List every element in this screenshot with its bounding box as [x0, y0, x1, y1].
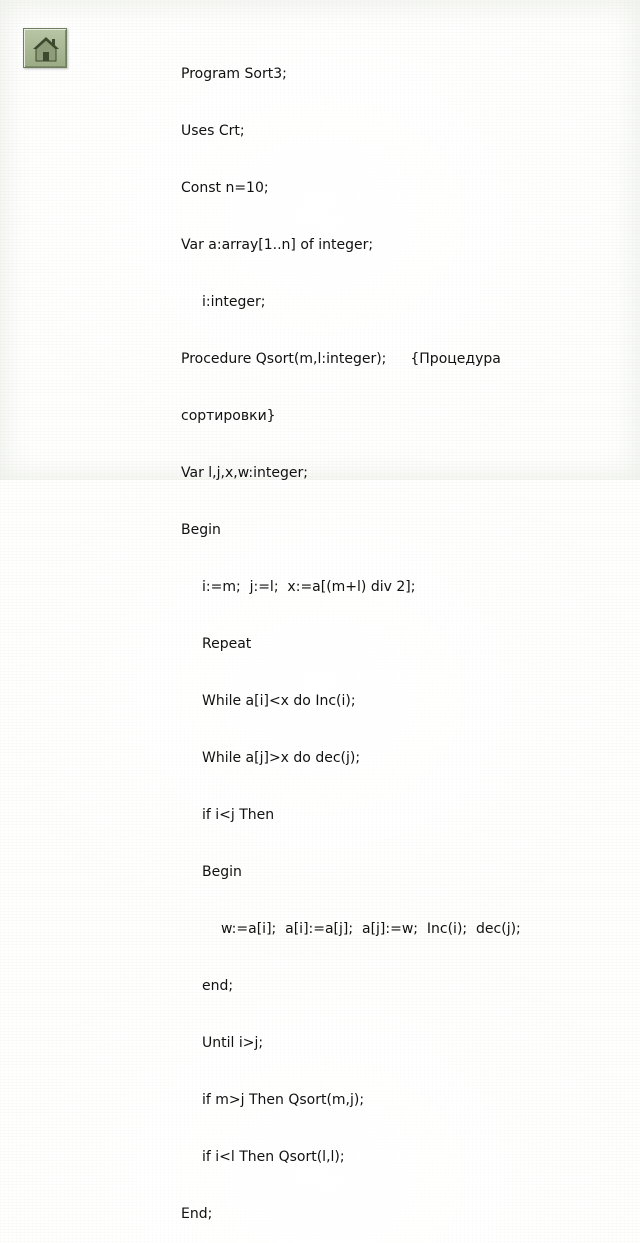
code-comment: {Процедура [410, 351, 501, 367]
home-icon [30, 33, 62, 65]
code-line: Repeat [202, 636, 252, 652]
code-line: end; [202, 978, 234, 994]
code-line: if m>j Then Qsort(m,j); [202, 1092, 365, 1108]
code-line: Const n=10; [181, 180, 269, 196]
code-line: Begin [202, 864, 242, 880]
code-line: Program Sort3; [181, 66, 287, 82]
code-line: Uses Crt; [181, 123, 245, 139]
code-line: сортировки} [181, 408, 276, 424]
procedure-header: Procedure Qsort(m,l:integer); [181, 351, 387, 367]
code-line: Until i>j; [202, 1035, 264, 1051]
code-line: i:integer; [202, 294, 266, 310]
code-line: w:=a[i]; a[i]:=a[j]; a[j]:=w; Inc(i); dec(j); [221, 921, 521, 937]
code-line: i:=m; j:=l; x:=a[(m+l) div 2]; [202, 579, 416, 595]
code-line: Var a:array[1..n] of integer; [181, 237, 374, 253]
code-line: if i<j Then [202, 807, 275, 823]
code-line: While a[j]>x do dec(j); [202, 750, 361, 766]
code-line: Var l,j,x,w:integer; [181, 465, 308, 481]
code-line: While a[i]<x do Inc(i); [202, 693, 356, 709]
code-line: End; [181, 1206, 213, 1222]
code-line [181, 350, 621, 369]
code-listing [181, 27, 621, 1243]
code-line: if i<l Then Qsort(l,l); [202, 1149, 345, 1165]
code-line: Begin [181, 522, 221, 538]
home-button[interactable] [23, 28, 67, 68]
